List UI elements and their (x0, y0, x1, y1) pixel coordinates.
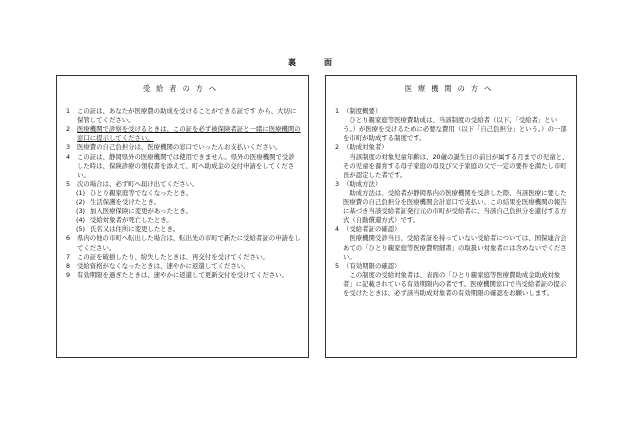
notice-item: 6 県内の他の市町へ転出した場合は、転出先の市町で新たに受給者証の申請をしてください。 (66, 234, 301, 252)
section-body: ひとり親家庭等医療費助成は、当該制度の受給者（以下、「受給者」という。）が医療を受けるために必要な費用（以下「自己負担分」という。）の一部を市町が助成する制度です。 (343, 116, 567, 143)
section-body: 医療機関受診当日、受給者証を持っていない受給者については、国保連合会あての「ひとり親家庭等医療費明細書」の取扱い対象者には含めないでください。 (343, 234, 567, 261)
notice-sub-item: (5) 氏名又は住所に変更したとき。 (76, 225, 180, 234)
notice-section: 2 （助成対象者） 当該制度の対象児童年齢は、20歳の誕生日の前日が属する月までの児童と、その児童を養育する母子家庭の母及び父子家庭の父で一定の要件を満たし市町長が認定した者です。 (335, 143, 569, 179)
section-body: この制度の受給対象者は、表面の「ひとり親家庭等医療費助成金助成対象者」に記載されている有効期限内の者です。医療機関窓口で当受給者証の提示を受けたときは、必ず該当助成対象者の有効期限の確認をお願いします。 (343, 270, 567, 297)
recipient-notice-panel (56, 75, 309, 358)
notice-item: 9 有効期限を過ぎたときは、速やかに返還して更新交付を受けてください。 (66, 270, 288, 279)
notice-section: 5 （有効期限の確認） この制度の受給対象者は、表面の「ひとり親家庭等医療費助成金助成対象者」に記載されている有効期限内の者です。医療機関窓口で当受給者証の提示を受けたときは、必ず該当助成対象者の有効期限の確認をお願いします。 (335, 262, 569, 298)
notice-section: 3 （助成方法） 助成方法は、受給者が静岡県内の医療機関を受診した際、当該医療に要した医療費の自己負担分を医療機関会計窓口で支払い、この結果を医療機関の報告に基づき当該受給者証発行元の市町が受給者に、当該自己負担分を還付する方式（自動償還方式）です。 (335, 180, 569, 225)
recipient-panel-title: 受給者の方へ (142, 84, 223, 93)
notice-item: 3 医療費の自己負担分は、医療機関の窓口でいったんお支払いください。 (66, 143, 282, 152)
notice-item: 8 受給資格がなくなったときは、速やかに返還してください。 (66, 261, 250, 270)
notice-item: 1 この証は、あなたが医療費の助成を受けることができる証です から、大切に保管してください。 (66, 107, 297, 125)
notice-sub-item: (1) ひとり親家庭等でなくなったとき。 (76, 188, 192, 197)
notice-sub-item: (2) 生活保護を受けたとき。 (76, 198, 161, 207)
notice-sub-item: (4) 受給対象者が死亡したとき。 (76, 216, 173, 225)
notice-sub-item: (3) 加入医療保険に変更があったとき。 (76, 207, 192, 216)
section-body: 当該制度の対象児童年齢は、20歳の誕生日の前日が属する月までの児童と、その児童を養育する母子家庭の母及び父子家庭の父で一定の要件を満たし市町長が認定した者です。 (343, 152, 569, 179)
section-heading: （制度概要） (343, 107, 382, 116)
notice-item: 5 次の場合は、必ず町へ届け出てください。 (66, 179, 199, 188)
notice-section: 1 （制度概要） ひとり親家庭等医療費助成は、当該制度の受給者（以下、「受給者」という。）が医療を受けるために必要な費用（以下「自己負担分」という。）の一部を市町が助成する制度です。 (335, 107, 569, 143)
section-heading: （受給者証の確認） (343, 225, 401, 234)
notice-item: 4 この証は、静岡県外の医療機関では使用できません。県外の医療機関で受診した時は、保険診療の領収書を添えて、町へ助成金の交付申請をしてください。 (66, 152, 295, 179)
institution-panel-title: 医療機関の方へ (404, 84, 498, 93)
medical-institution-notice-panel (325, 75, 577, 358)
page-title: 裏 面 (288, 58, 342, 67)
section-heading: （有効期限の確認） (343, 261, 401, 270)
section-body: 助成方法は、受給者が静岡県内の医療機関を受診した際、当該医療に要した医療費の自己負担分を医療機関会計窓口で支払い、この結果を医療機関の報告に基づき当該受給者証発行元の市町が受給者に、当該自己負担分を還付する方式（自動償還方式）です。 (343, 188, 567, 225)
notice-item-underlined: 2 医療機関で診察を受けるときは、この証を必ず被保険者証と一緒に医療機関の窓口に提示してください。 (66, 125, 301, 143)
section-heading: （助成方法） (343, 179, 382, 188)
section-heading: （助成対象者） (343, 143, 388, 152)
notice-item: 7 この証を破損したり、紛失したときは、再交付を受けてください。 (66, 252, 269, 261)
notice-section: 4 （受給者証の確認） 医療機関受診当日、受給者証を持っていない受給者については、国保連合会あての「ひとり親家庭等医療費明細書」の取扱い対象者には含めないでください。 (335, 225, 569, 261)
